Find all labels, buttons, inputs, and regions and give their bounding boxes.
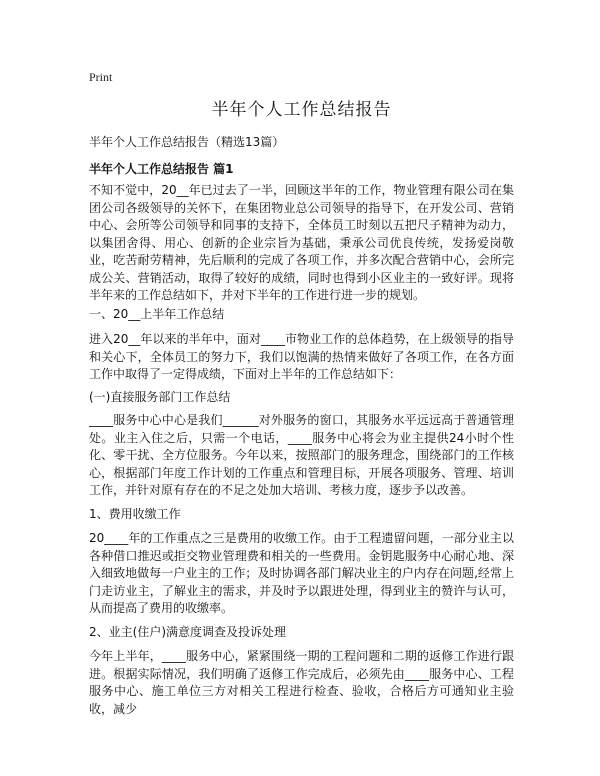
satisfaction-paragraph: 今年上半年，____服务中心，紧紧围绕一期的工程问题和二期的返修工作进行跟进。根据实际情况，我们明确了返修工作完成后，必须先由____服务中心、工程服务中心、施工单位三方对相关工程进行检查、验收，合格后方可通知业主验收，减少 bbox=[89, 649, 514, 716]
heading-fee-collection: 1、费用收缴工作 bbox=[89, 507, 181, 521]
first-half-paragraph: 进入20__年以来的半年中，面对____市物业工作的总体趋势，在上级领导的指导和关心下，全体员工的努力下，我们以饱满的热情来做好了各项工作，在各方面工作中取得了一定得成绩，下面对上半年的工作总结如下： bbox=[89, 332, 514, 381]
intro-paragraph: 不知不觉中，20__年已过去了一半，回顾这半年的工作，物业管理有限公司在集团公司各级领导的关怀下，在集团物业总公司领导的指导下，在开发公司、营销中心、会所等公司领导和同事的支持下，全体员工时刻以五把尺子精神为动力，以集团舍得、用心、创新的企业宗旨为基础，秉承公司优良传统，发扬爱岗敬业，吃苦耐劳精神，先后顺利的完成了各项工作，并多次配合营销中心，会所完成公关、营销活动，取得了较好的成绩，同时也得到小区业主的一致好评。现将半年来的工作总结如下，并对下半年的工作进行进一步的规划。 bbox=[89, 183, 514, 302]
heading-direct-service: (一)直接服务部门工作总结 bbox=[89, 390, 231, 404]
heading-first-half-summary: 一、20__上半年工作总结 bbox=[89, 307, 225, 321]
document-title: 半年个人工作总结报告 bbox=[211, 100, 392, 120]
document-subtitle: 半年个人工作总结报告（精选13篇） bbox=[89, 135, 285, 149]
fee-collection-paragraph: 20____年的工作重点之三是费用的收缴工作。由于工程遗留问题，一部分业主以各种借口推迟或拒交物业管理费和相关的一些费用。金钥匙服务中心耐心地、深入细致地做每一户业主的工作；及时协调各部门解决业主的户内存在问题,经常上门走访业主，了解业主的需求，并及时予以跟进处理，得到业主的赞许与认可，从而提高了费用的收缴率。 bbox=[89, 531, 514, 615]
print-link[interactable]: Print bbox=[89, 70, 113, 84]
service-center-paragraph: ____服务中心中心是我们______对外服务的窗口，其服务水平远远高于普通管理处。业主入住之后，只需一个电话，____服务中心将会为业主提供24小时个性化、零干扰、全方位服务。今年以来，按照部门的服务理念，围绕部门的工作核心，根据部门年度工作计划的工作重点和管理目标，开展各项服务、管理、培训工作，并针对原有存在的不足之处加大培训、考核力度，逐步予以改善。 bbox=[89, 413, 514, 497]
section-heading: 半年个人工作总结报告 篇1 bbox=[89, 162, 234, 176]
heading-satisfaction-survey: 2、业主(住户)满意度调查及投诉处理 bbox=[89, 625, 286, 639]
